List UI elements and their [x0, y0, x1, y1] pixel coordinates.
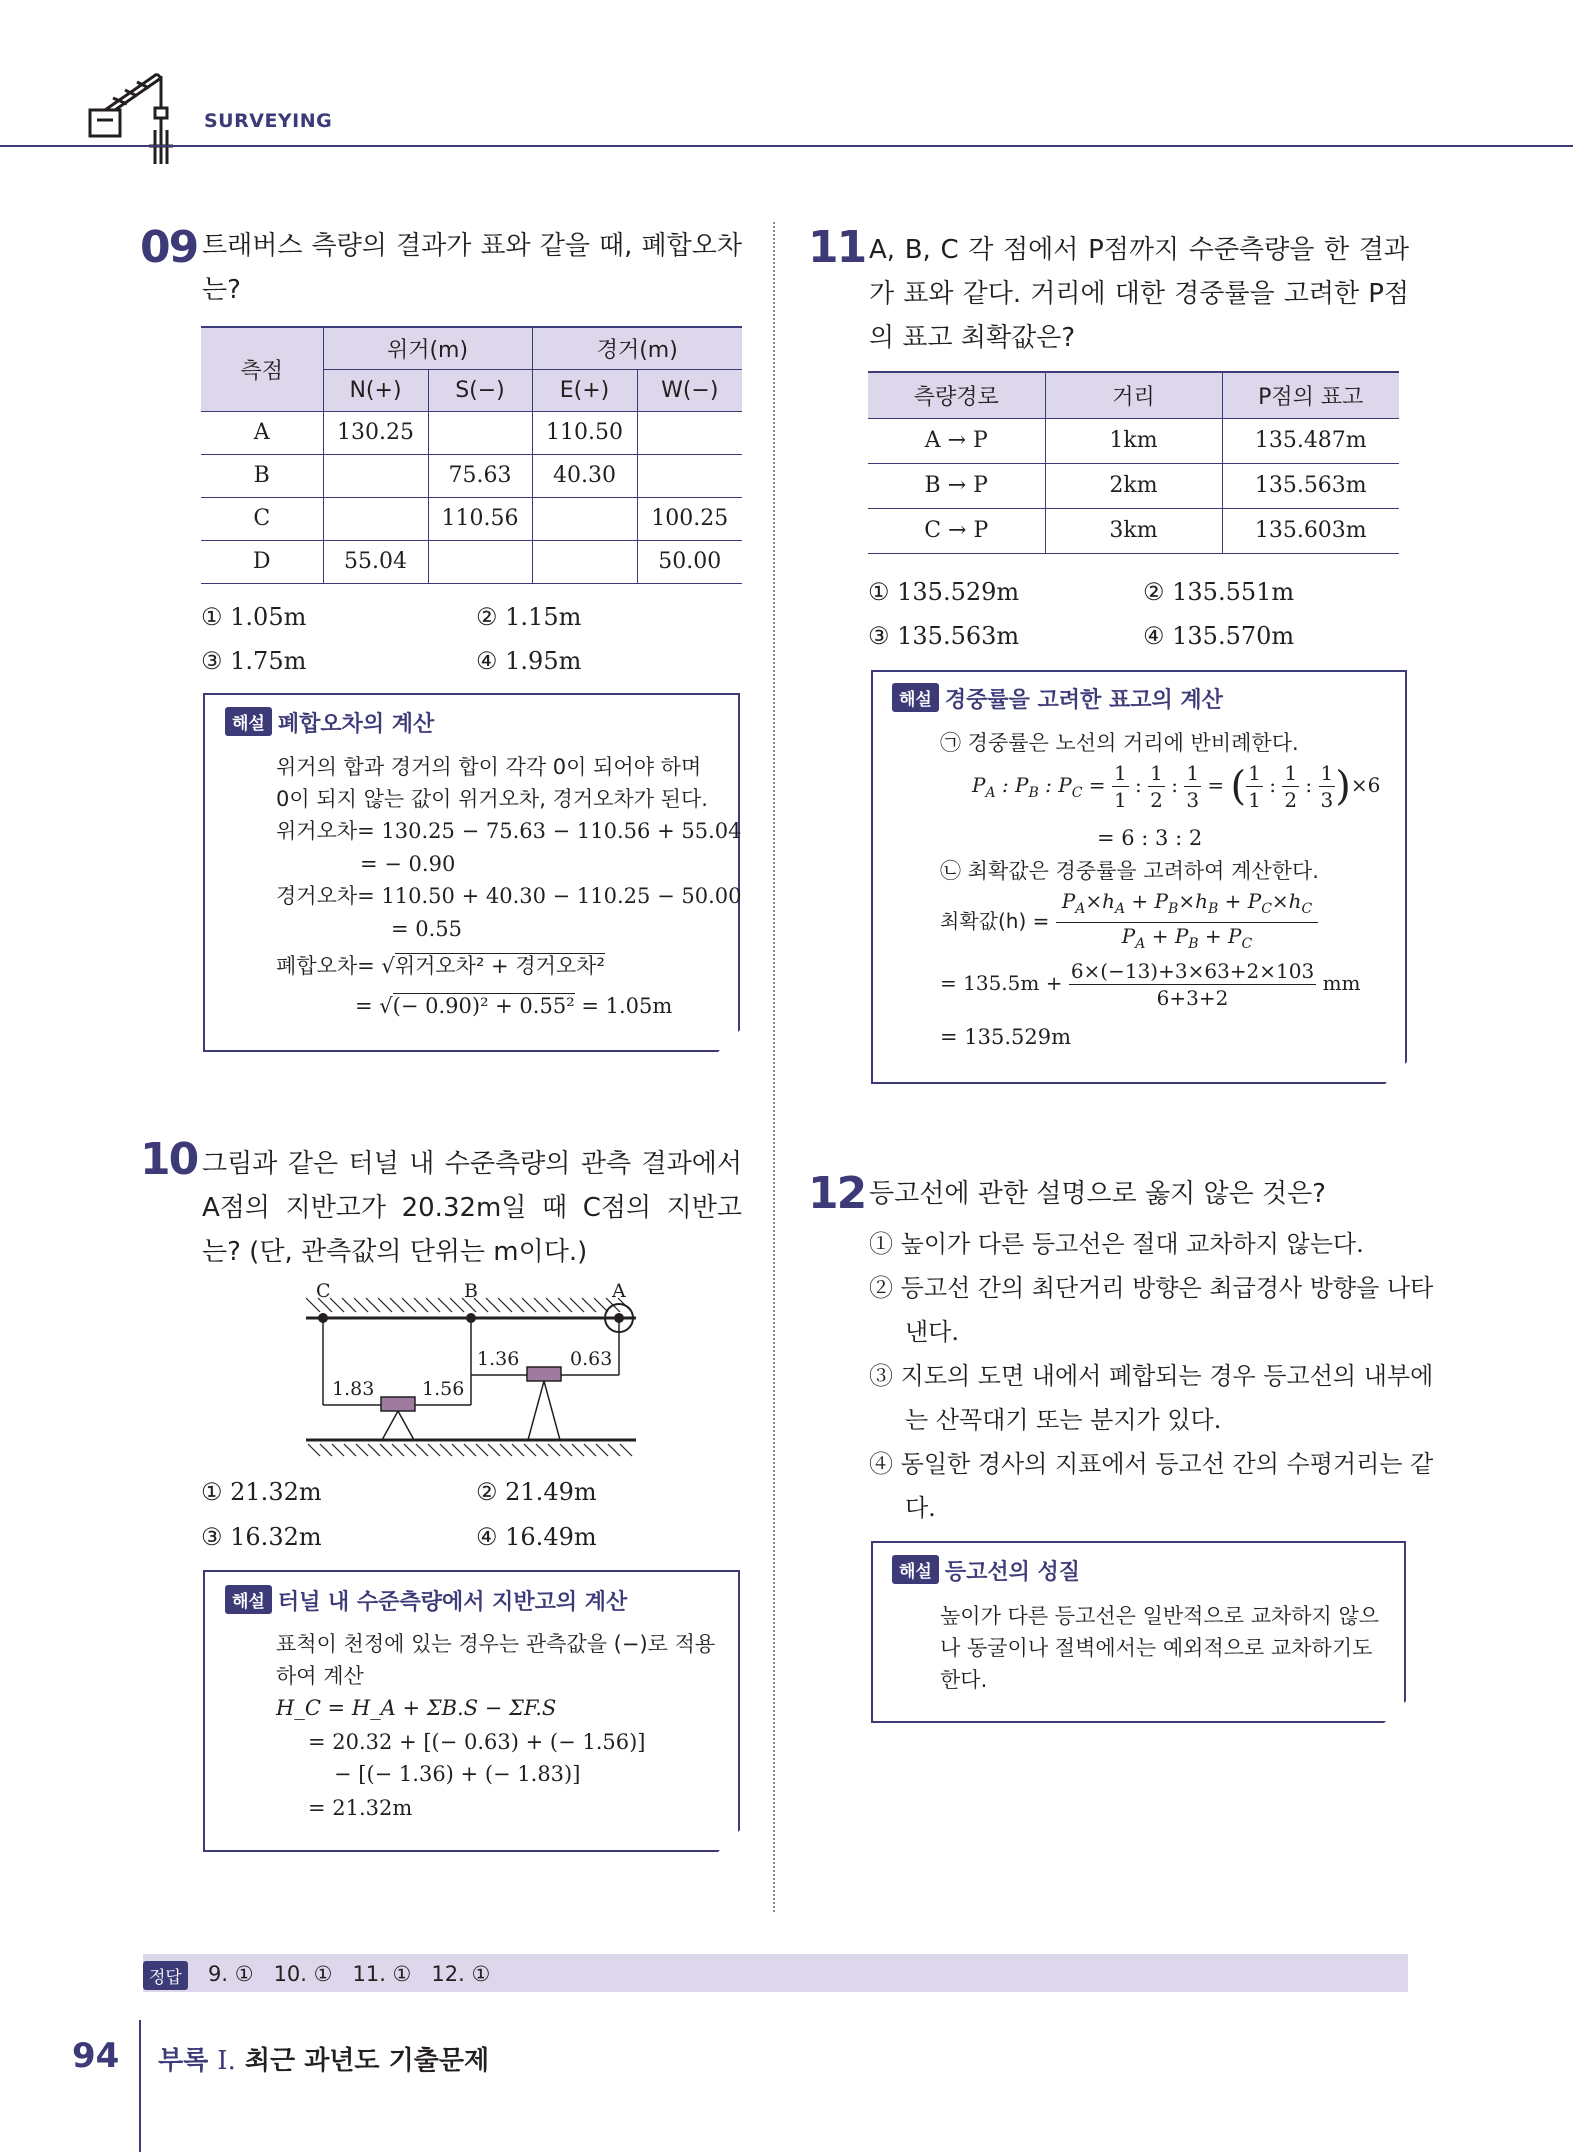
q09-closure-calc: (− 0.90)² + 0.55² [392, 994, 575, 1018]
q11-mpv-formula: 최확값(h) = $\frac{P_A\times h_A + P_B\times h_B + P_C\times h_C}{P_A + P_B + P_C}$ [940, 888, 1318, 957]
header-title: SURVEYING [204, 110, 333, 132]
table-row [201, 497, 742, 540]
table-row [201, 411, 742, 454]
table-cell [428, 411, 532, 454]
table-cell [428, 540, 532, 583]
column-divider [773, 222, 775, 1912]
reading-a: 0.63 [570, 1348, 613, 1370]
q11-text: A, B, C 각 점에서 P점까지 수준측량을 한 결과가 표와 같다. 거리에 대한 경중률을 고려한 P점의 표고 최확값은? [869, 235, 1409, 353]
q10-option-2[interactable]: ② 21.49m [476, 1478, 597, 1506]
q09-explain-title: 폐합오차의 계산 [277, 712, 435, 737]
q11-option-1[interactable]: ① 135.529m [868, 578, 1020, 606]
table-cell: 135.603m [1222, 508, 1399, 553]
q09-explain-heading [225, 707, 434, 738]
table-cell: D [201, 540, 323, 583]
q09-dep-error [276, 880, 741, 912]
q11-option-2[interactable]: ② 135.551m [1143, 578, 1295, 606]
answer-tag: 정답 [143, 1961, 188, 1990]
q09-lat-label: 위거오차 [276, 819, 358, 843]
q09-th-station: 측점 [201, 327, 323, 411]
q10-explain-line3: H_C = H_A + ΣB.S − ΣF.S [276, 1696, 557, 1720]
q11-mpv-label: 최확값(h) = [940, 909, 1050, 933]
q10-explain-heading [225, 1585, 627, 1616]
table-cell: 110.50 [532, 411, 637, 454]
q09-lat-error [276, 815, 741, 847]
q09-lat-calc: = 130.25 − 75.63 − 110.56 + 55.04 [357, 819, 742, 843]
q11-ratio-result: = 6 : 3 : 2 [1097, 826, 1203, 850]
reading-c: 1.83 [332, 1378, 375, 1400]
crane-logo-icon [85, 68, 195, 178]
q12-explain-line1: 높이가 다른 등고선은 일반적으로 교차하지 않으 [940, 1604, 1380, 1628]
q09-th-latitude: 위거(m) [323, 327, 532, 369]
q11-calc-prefix: = 135.5m + [940, 971, 1063, 995]
q10-explain-line2: 하여 계산 [276, 1664, 364, 1688]
q09-option-3[interactable]: ③ 1.75m [201, 647, 307, 675]
q09-th-w: W(−) [637, 369, 742, 411]
q09-explain-line1: 위거의 합과 경거의 합이 각각 0이 되어야 하며 [276, 755, 702, 779]
table-cell: 1km [1045, 418, 1222, 463]
q09-text: 트래버스 측량의 결과가 표와 같을 때, 폐합오차는? [202, 231, 742, 305]
table-cell: 3km [1045, 508, 1222, 553]
q09-th-s: S(−) [428, 369, 532, 411]
q10-explain-line1: 표척이 천정에 있는 경우는 관측값을 (−)로 적용 [276, 1632, 716, 1656]
point-b-label: B [464, 1280, 478, 1302]
q11-explain-line1: ㉠ 경중률은 노선의 거리에 반비례한다. [940, 731, 1299, 755]
q09-dep-label: 경거오차 [276, 884, 358, 908]
q09-closure-formula: 위거오차² + 경거오차² [394, 954, 605, 978]
q09-th-departure: 경거(m) [532, 327, 742, 369]
table-row [201, 540, 742, 583]
q12-number: 12 [808, 1168, 866, 1219]
q09-th-e: E(+) [532, 369, 637, 411]
footer-chapter: 최근 과년도 기출문제 [244, 2046, 490, 2076]
q09-dep-result: = 0.55 [391, 917, 463, 941]
q11-calc-unit: mm [1322, 971, 1361, 995]
q12-explain-line2: 나 동굴이나 절벽에서는 예외적으로 교차하기도 [940, 1636, 1373, 1660]
q12-explain-heading [892, 1555, 1080, 1586]
q11-explain-heading [892, 683, 1223, 714]
table-cell: 135.563m [1222, 463, 1399, 508]
table-cell: A → P [868, 418, 1045, 463]
q10-explain-line5: − [(− 1.36) + (− 1.83)] [334, 1762, 581, 1786]
q09-explain-tag: 해설 [225, 707, 272, 736]
q11-calc-denominator: 6+3+2 [1156, 986, 1229, 1010]
reading-b-back: 1.56 [422, 1378, 465, 1400]
q11-explain-title: 경중률을 고려한 표고의 계산 [944, 688, 1223, 713]
table-cell: C → P [868, 508, 1045, 553]
q10-explain-line6: = 21.32m [308, 1796, 413, 1820]
point-a-label: A [612, 1280, 626, 1302]
table-cell: 2km [1045, 463, 1222, 508]
table-cell [323, 497, 428, 540]
q11-weight-ratio: $P_A$ : $P_B$ : $P_C$ = $\frac{1}{1}$ : $\frac{1}{2}$ : $\frac{1}{3}$ = ( $\frac{1}{1}$ : $\frac{1}{2}$ : $\frac{1}{3}$ )×6 [972, 761, 1381, 812]
table-cell: B [201, 454, 323, 497]
q10-tunnel-figure [300, 1280, 645, 1460]
q11-explain-tag: 해설 [892, 683, 939, 712]
header-rule [0, 145, 1573, 147]
q12-explain-line3: 한다. [940, 1668, 988, 1692]
q10-explain-line4: = 20.32 + [(− 0.63) + (− 1.56)] [308, 1730, 646, 1754]
table-row [201, 454, 742, 497]
q11-result: = 135.529m [940, 1025, 1072, 1049]
q09-number: 09 [140, 222, 198, 273]
q10-option-3[interactable]: ③ 16.32m [201, 1523, 322, 1551]
q11-th-route: 측량경로 [868, 372, 1045, 418]
q11-calc [940, 958, 1361, 1011]
table-cell [532, 497, 637, 540]
q09-option-4[interactable]: ④ 1.95m [476, 647, 582, 675]
q10-explain-title: 터널 내 수준측량에서 지반고의 계산 [277, 1590, 628, 1615]
q11-explain-line2: ㉡ 최확값은 경중률을 고려하여 계산한다. [940, 859, 1319, 883]
table-cell: 50.00 [637, 540, 742, 583]
q10-option-1[interactable]: ① 21.32m [201, 1478, 322, 1506]
table-cell: 100.25 [637, 497, 742, 540]
q09-option-1[interactable]: ① 1.05m [201, 603, 307, 631]
q09-dep-calc: = 110.50 + 40.30 − 110.25 − 50.00 [357, 884, 742, 908]
table-row [868, 463, 1399, 508]
footer-section: 부록 [158, 2046, 209, 2076]
table-row [868, 508, 1399, 553]
table-cell [323, 454, 428, 497]
footer-title [158, 2040, 489, 2077]
reading-b-fore: 1.36 [477, 1348, 520, 1370]
q11-option-4[interactable]: ④ 135.570m [1143, 622, 1295, 650]
q10-text: 그림과 같은 터널 내 수준측량의 관측 결과에서 A점의 지반고가 20.32m일 때 C점의 지반고는? (단, 관측값의 단위는 m이다.) [202, 1149, 742, 1267]
q09-closure-calc-line: = √(− 0.90)² + 0.55² = 1.05m [355, 994, 673, 1018]
q11-calc-numerator: 6×(−13)+3×63+2×103 [1070, 959, 1315, 983]
table-cell: 40.30 [532, 454, 637, 497]
q09-closure-result: = 1.05m [581, 994, 673, 1018]
table-cell [532, 540, 637, 583]
q10-option-4[interactable]: ④ 16.49m [476, 1523, 597, 1551]
q09-closure: 폐합오차= √위거오차² + 경거오차² [276, 954, 605, 978]
q11-th-elevation: P점의 표고 [1222, 372, 1399, 418]
table-cell: 55.04 [323, 540, 428, 583]
q12-option-1[interactable]: ① 높이가 다른 등고선은 절대 교차하지 않는다. [869, 1230, 1364, 1258]
q11-th-distance: 거리 [1045, 372, 1222, 418]
table-cell: A [201, 411, 323, 454]
table-cell: 110.56 [428, 497, 532, 540]
table-cell: C [201, 497, 323, 540]
page-number: 94 [72, 2036, 120, 2076]
footer-divider [139, 2020, 141, 2152]
q11-number: 11 [808, 222, 866, 273]
table-cell: B → P [868, 463, 1045, 508]
q12-option-3[interactable]: ③ 지도의 도면 내에서 폐합되는 경우 등고선의 내부에는 산꼭대기 또는 분지가 있다. [869, 1362, 1434, 1434]
q09-lat-result: = − 0.90 [360, 852, 456, 876]
q10-explain-tag: 해설 [225, 1585, 272, 1614]
q11-table [868, 371, 1399, 554]
q12-text: 등고선에 관한 설명으로 옳지 않은 것은? [869, 1179, 1326, 1209]
table-cell: 75.63 [428, 454, 532, 497]
table-cell [637, 454, 742, 497]
q09-explain-line2: 0이 되지 않는 값이 위거오차, 경거오차가 된다. [276, 787, 708, 811]
q09-closure-label: 폐합오차 [276, 954, 358, 978]
table-cell [637, 411, 742, 454]
q09-th-n: N(+) [323, 369, 428, 411]
table-cell: 135.487m [1222, 418, 1399, 463]
table-row [868, 418, 1399, 463]
answer-text: 9. ① 10. ① 11. ① 12. ① [208, 1962, 491, 1986]
q12-explain-tag: 해설 [892, 1555, 939, 1584]
q12-option-2[interactable]: ② 등고선 간의 최단거리 방향은 최급경사 방향을 나타낸다. [869, 1274, 1434, 1346]
q12-explain-title: 등고선의 성질 [944, 1560, 1081, 1585]
table-cell: 130.25 [323, 411, 428, 454]
q09-option-2[interactable]: ② 1.15m [476, 603, 582, 631]
point-c-label: C [316, 1280, 331, 1302]
q09-table [201, 326, 742, 584]
q11-option-3[interactable]: ③ 135.563m [868, 622, 1020, 650]
q10-number: 10 [140, 1134, 198, 1185]
footer-roman: Ⅰ. [217, 2046, 236, 2076]
q12-option-4[interactable]: ④ 동일한 경사의 지표에서 등고선 간의 수평거리는 같다. [869, 1450, 1434, 1522]
